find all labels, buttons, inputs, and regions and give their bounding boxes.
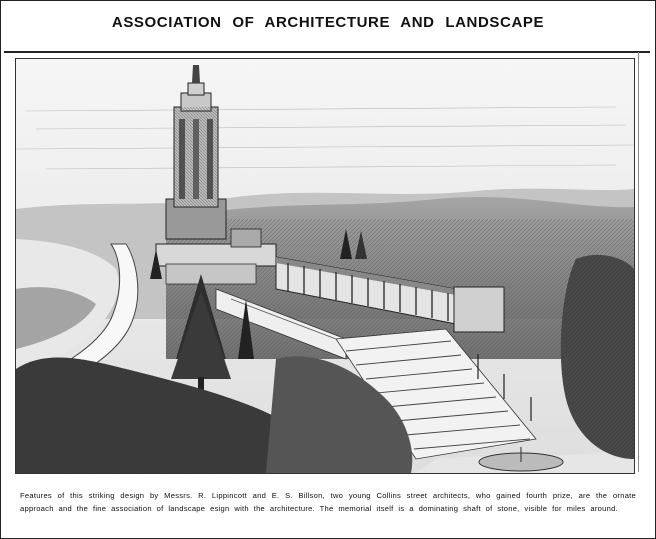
headline-rule: [4, 51, 650, 53]
article-headline: ASSOCIATION OF ARCHITECTURE AND LANDSCAPE: [111, 14, 545, 31]
memorial-illustration: [15, 58, 635, 474]
column-rule: [638, 52, 639, 472]
article-caption: Features of this striking design by Messrs. R. Lippincott and E. S. Billson, two young Collins street architects, who gained fourth prize, are the ornate approach and the fine association of landscape esign with the architecture. The memorial itself is a dominating shaft of stone, visible for miles around.: [20, 491, 636, 513]
